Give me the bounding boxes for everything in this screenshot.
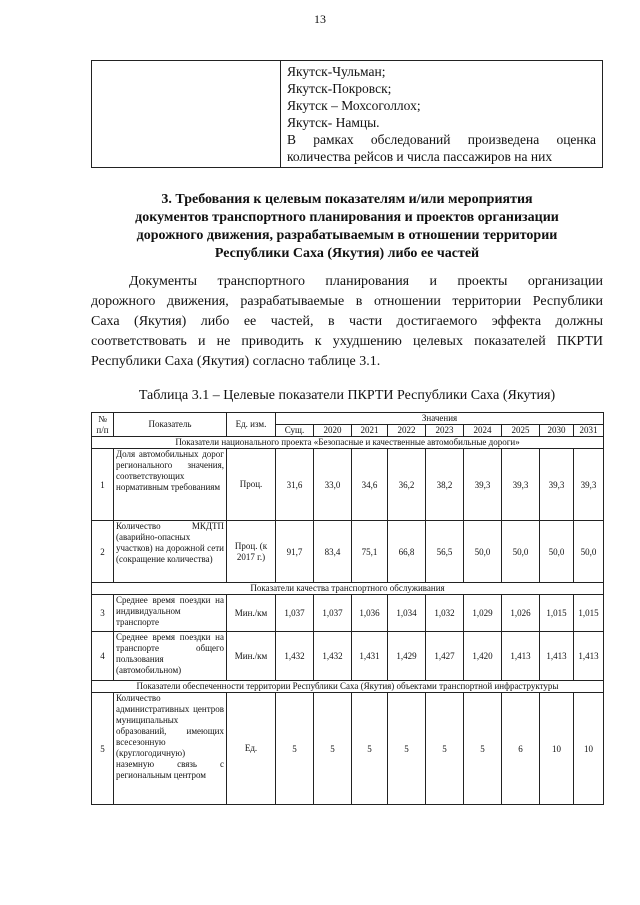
row-number: 5: [92, 693, 114, 805]
header-num: [92, 413, 114, 437]
value-cell: 39,3: [502, 449, 540, 521]
header-year: 2022: [388, 425, 426, 437]
value-cell: 5: [352, 693, 388, 805]
unit-cell: Проц. (к 2017 г.): [227, 521, 276, 583]
paragraph-line: Саха (Якутия) либо ее частей, в части достигаемого эффекта должны: [91, 314, 603, 329]
header-year: 2031: [574, 425, 604, 437]
group-header: Показатели обеспеченности территории Республики Саха (Якутия) объектами транспортной инфраструктуры: [92, 681, 604, 693]
group-header: Показатели национального проекта «Безопасные и качественные автомобильные дороги»: [92, 437, 604, 449]
value-cell: 75,1: [352, 521, 388, 583]
value-cell: 5: [464, 693, 502, 805]
page-number: 13: [314, 12, 326, 26]
table-row: [92, 595, 604, 632]
value-cell: 1,413: [502, 632, 540, 681]
value-cell: 5: [426, 693, 464, 805]
value-cell: 39,3: [574, 449, 604, 521]
value-cell: 39,3: [540, 449, 574, 521]
value-cell: 1,029: [464, 595, 502, 632]
indicator-name: Среднее время поездки на индивидуальном транспорте: [114, 595, 227, 632]
header-values: Значения: [276, 413, 604, 425]
header-year: 2024: [464, 425, 502, 437]
row-number: 3: [92, 595, 114, 632]
value-cell: 33,0: [314, 449, 352, 521]
value-cell: 50,0: [464, 521, 502, 583]
table-row: [92, 632, 604, 681]
paragraph-line: Документы транспортного планирования и проекты организации: [129, 274, 603, 289]
value-cell: 6: [502, 693, 540, 805]
value-cell: 5: [276, 693, 314, 805]
value-cell: 1,431: [352, 632, 388, 681]
value-cell: 39,3: [464, 449, 502, 521]
value-cell: 66,8: [388, 521, 426, 583]
value-cell: 1,032: [426, 595, 464, 632]
continuation-empty-cell: [92, 61, 281, 168]
table-row: [92, 449, 604, 521]
table-row: [92, 521, 604, 583]
value-cell: 50,0: [502, 521, 540, 583]
section-title: [91, 191, 603, 263]
value-cell: 5: [388, 693, 426, 805]
row-number: 4: [92, 632, 114, 681]
header-year: Сущ.: [276, 425, 314, 437]
value-cell: 38,2: [426, 449, 464, 521]
survey-note-line: В рамках обследований произведена оценка: [287, 132, 596, 147]
table-caption: Таблица 3.1 – Целевые показатели ПКРТИ Республики Саха (Якутия): [138, 388, 556, 403]
unit-cell: Мин./км: [227, 632, 276, 681]
value-cell: 34,6: [352, 449, 388, 521]
value-cell: 1,413: [574, 632, 604, 681]
paragraph-line: дорожного движения, разрабатываемые в отношении территории Республики: [91, 294, 603, 309]
value-cell: 1,034: [388, 595, 426, 632]
value-cell: 1,429: [388, 632, 426, 681]
header-num-line2: п/п: [96, 424, 109, 435]
route-line: Якутск- Намцы.: [287, 115, 380, 130]
body-paragraph: [91, 272, 603, 372]
route-line: Якутск-Чульман;: [287, 64, 386, 79]
row-number: 2: [92, 521, 114, 583]
header-num-line1: №: [98, 413, 107, 424]
value-cell: 50,0: [574, 521, 604, 583]
paragraph-line: Республики Саха (Якутия) согласно таблице 3.1.: [91, 354, 381, 369]
continuation-table: [91, 60, 603, 168]
value-cell: 1,420: [464, 632, 502, 681]
header-year: 2021: [352, 425, 388, 437]
indicators-table: [91, 412, 604, 805]
unit-cell: Мин./км: [227, 595, 276, 632]
indicator-name: Количество МКДТП (аварийно-опасных участков) на дорожной сети (сокращение количества): [114, 521, 227, 583]
section-title-line: дорожного движения, разрабатываемым в отношении территории: [136, 228, 558, 243]
unit-cell: Ед.: [227, 693, 276, 805]
route-line: Якутск – Мохсоголлох;: [287, 98, 421, 113]
value-cell: 5: [314, 693, 352, 805]
value-cell: 1,413: [540, 632, 574, 681]
value-cell: 83,4: [314, 521, 352, 583]
continuation-routes-cell: [281, 61, 603, 168]
section-title-line: 3. Требования к целевым показателям и/или мероприятия: [161, 192, 533, 207]
value-cell: 1,037: [276, 595, 314, 632]
value-cell: 50,0: [540, 521, 574, 583]
value-cell: 1,036: [352, 595, 388, 632]
value-cell: 1,015: [540, 595, 574, 632]
header-unit: Ед. изм.: [227, 413, 276, 437]
group-header: Показатели качества транспортного обслуживания: [92, 583, 604, 595]
section-title-line: Республики Саха (Якутия) либо ее частей: [214, 246, 480, 261]
value-cell: 10: [540, 693, 574, 805]
header-year: 2030: [540, 425, 574, 437]
header-year: 2023: [426, 425, 464, 437]
row-number: 1: [92, 449, 114, 521]
value-cell: 1,015: [574, 595, 604, 632]
table-row: [92, 693, 604, 805]
paragraph-line: соответствовать и не приводить к ухудшению целевых показателей ПКРТИ: [91, 334, 603, 349]
header-indicator: Показатель: [114, 413, 227, 437]
header-year: 2025: [502, 425, 540, 437]
indicator-name: Доля автомобильных дорог регионального значения, соответствующих нормативным требованиям: [114, 449, 227, 521]
value-cell: 36,2: [388, 449, 426, 521]
value-cell: 91,7: [276, 521, 314, 583]
value-cell: 1,026: [502, 595, 540, 632]
header-year: 2020: [314, 425, 352, 437]
value-cell: 31,6: [276, 449, 314, 521]
value-cell: 1,037: [314, 595, 352, 632]
value-cell: 1,427: [426, 632, 464, 681]
indicator-name: Среднее время поездки на транспорте общего пользования (автомобильном): [114, 632, 227, 681]
survey-note-line: количества рейсов и числа пассажиров на них: [287, 149, 553, 164]
route-line: Якутск-Покровск;: [287, 81, 392, 96]
value-cell: 1,432: [276, 632, 314, 681]
value-cell: 56,5: [426, 521, 464, 583]
value-cell: 10: [574, 693, 604, 805]
unit-cell: Проц.: [227, 449, 276, 521]
section-title-line: документов транспортного планирования и проектов организации: [135, 210, 559, 225]
indicator-name: Количество административных центров муниципальных образований, имеющих всесезонную (круглогодичную) наземную связь с региональным центром: [114, 693, 227, 805]
value-cell: 1,432: [314, 632, 352, 681]
